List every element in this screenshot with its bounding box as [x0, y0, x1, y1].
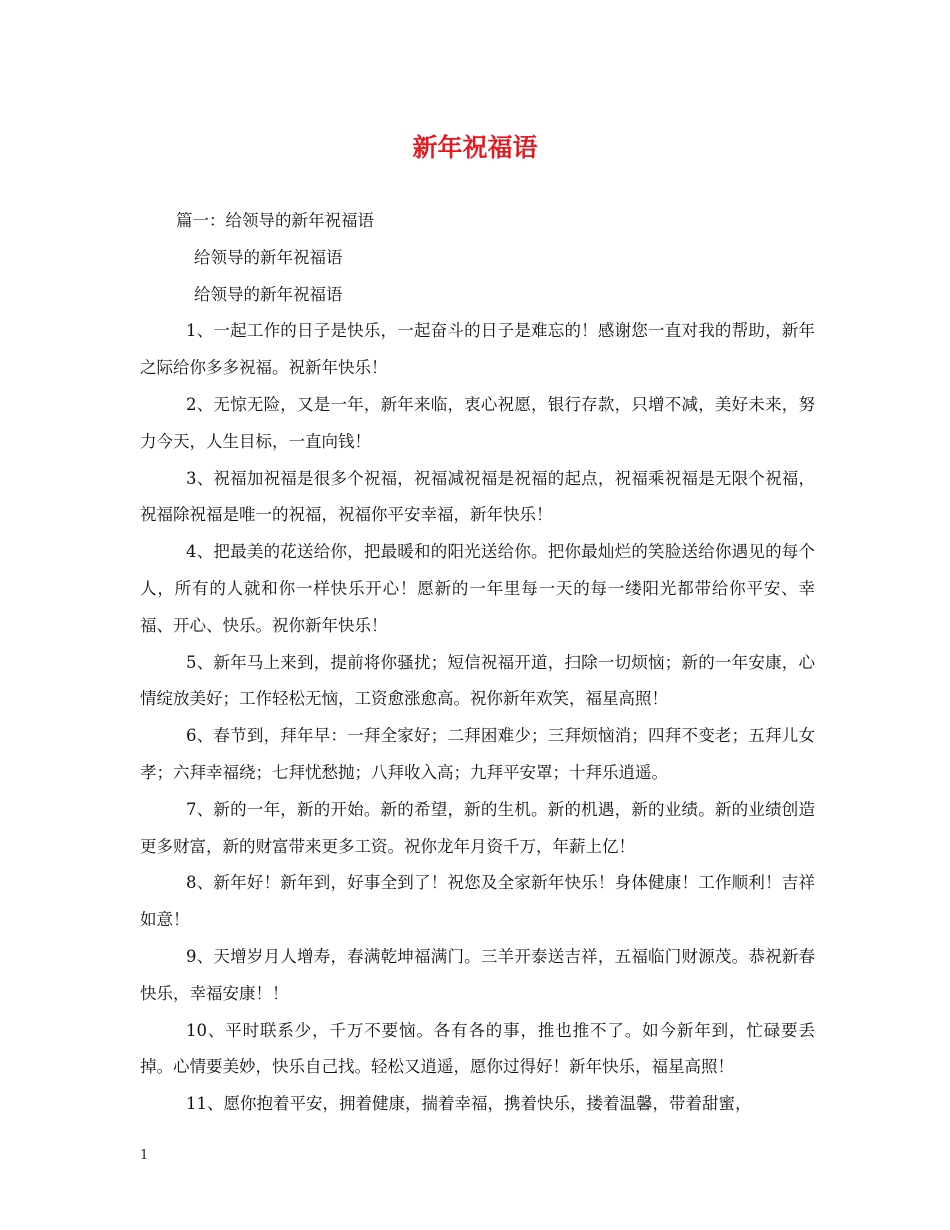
document-body: [140, 203, 815, 1123]
paragraph: 6、春节到，拜年早：一拜全家好；二拜困难少；三拜烦恼消；四拜不变老；五拜儿女孝；六拜幸福绕；七拜忧愁抛；八拜收入高；九拜平安罩；十拜乐逍遥。: [140, 726, 815, 782]
subheading: 给领导的新年祝福语: [194, 284, 343, 304]
paragraph: 10、平时联系少，千万不要恼。各有各的事，推也推不了。如今新年到，忙碌要丢掉。心情要美妙，快乐自己找。轻松又逍遥，愿你过得好！新年快乐，福星高照！: [140, 1020, 815, 1077]
section-heading: 篇一：给领导的新年祝福语: [176, 211, 374, 230]
document-title: 新年祝福语: [412, 133, 538, 162]
paragraph: 1、一起工作的日子是快乐，一起奋斗的日子是难忘的！感谢您一直对我的帮助，新年之际给你多多祝福。祝新年快乐！: [140, 321, 815, 378]
paragraph: 5、新年马上来到，提前将你骚扰；短信祝福开道，扫除一切烦恼；新的一年安康，心情绽放美好；工作轻松无恼，工资愈涨愈高。祝你新年欢笑，福星高照！: [140, 652, 815, 709]
paragraph: 3、祝福加祝福是很多个祝福，祝福减祝福是祝福的起点，祝福乘祝福是无限个祝福，祝福除祝福是唯一的祝福，祝福你平安幸福，新年快乐！: [140, 468, 815, 525]
paragraph: 2、无惊无险，又是一年，新年来临，衷心祝愿，银行存款，只增不减，美好未来，努力今天，人生目标，一直向钱！: [140, 394, 815, 451]
subheading: 给领导的新年祝福语: [194, 247, 343, 267]
paragraph: 8、新年好！新年到，好事全到了！祝您及全家新年快乐！身体健康！工作顺利！吉祥如意！: [140, 873, 815, 930]
page-number: 1: [140, 1148, 149, 1163]
paragraph: 9、天增岁月人增寿，春满乾坤福满门。三羊开泰送吉祥，五福临门财源茂。恭祝新春快乐，幸福安康！！: [140, 946, 815, 1003]
paragraph: 11、愿你抱着平安，拥着健康，揣着幸福，携着快乐，搂着温馨，带着甜蜜，: [186, 1094, 752, 1114]
paragraph: 4、把最美的花送给你，把最暖和的阳光送给你。把你最灿烂的笑脸送给你遇见的每个人，所有的人就和你一样快乐开心！愿新的一年里每一天的每一缕阳光都带给你平安、幸福、开心、快乐。祝你新年快乐！: [140, 542, 815, 635]
paragraph: 7、新的一年，新的开始。新的希望，新的生机。新的机遇，新的业绩。新的业绩创造更多财富，新的财富带来更多工资。祝你龙年月资千万，年薪上亿！: [140, 799, 815, 856]
